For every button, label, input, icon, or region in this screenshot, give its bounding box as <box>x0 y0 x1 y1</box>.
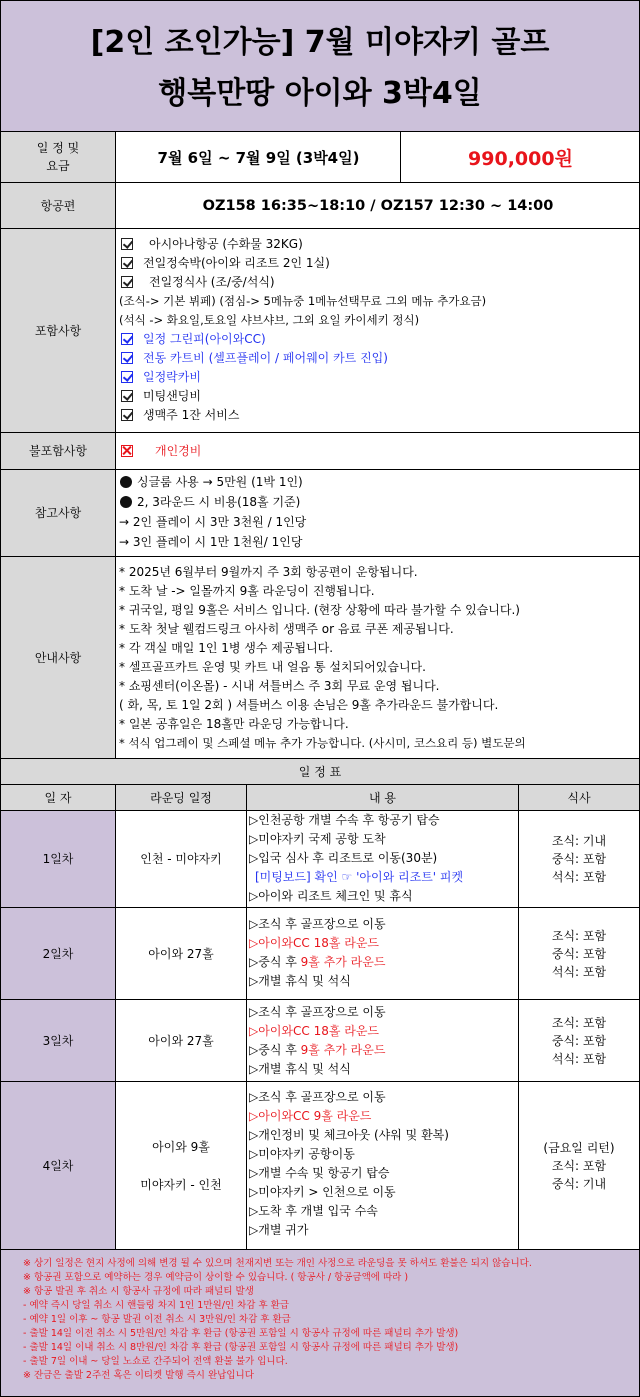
schedule-price-row <box>1 132 639 183</box>
flight-row <box>1 183 639 229</box>
guide-item: * 쇼핑센터(이온몰) - 시내 셔틀버스 주 3회 무료 운영 됩니다. <box>119 679 440 693</box>
included-item: (석식 -> 화요일,토요일 샤브샤브, 그외 요일 카이세키 정식) <box>119 313 420 327</box>
guide-item: ( 화, 목, 토 1일 2회 ) 셔틀버스 이용 손님은 9홀 추가라운드 불가합니다. <box>119 698 499 712</box>
day-label: 3일차 <box>1 1000 116 1081</box>
day-meals: (금요일 리턴) 조식: 포함 중식: 기내 <box>543 1140 615 1191</box>
x-box-icon <box>121 445 133 457</box>
note-line: - 출발 14일 이내 취소 시 8만원/인 차감 후 환급 (항공권 포함일 시 항공사 규정에 따른 패널티 추가 발생) <box>23 1342 459 1353</box>
checkbox-icon <box>121 333 133 345</box>
checkbox-icon <box>121 257 133 269</box>
guide-item: * 셀프골프카트 운영 및 카트 내 얼음 통 설치되어있습니다. <box>119 660 426 674</box>
included-item: 생맥주 1잔 서비스 <box>121 406 639 424</box>
guide-item: * 2025년 6월부터 9월까지 주 3회 항공편이 운항됩니다. <box>119 565 418 579</box>
excluded-label: 불포함사항 <box>1 433 116 469</box>
day-label: 2일차 <box>1 908 116 999</box>
guide-item: * 각 객실 매일 1인 1병 생수 제공됩니다. <box>119 641 334 655</box>
guide-item: * 석식 업그레이 및 스페셜 메뉴 추가 가능합니다. (사시미, 코스요리 등) 별도문의 <box>119 736 526 750</box>
note-line: - 출발 14일 이전 취소 시 5만원/인 차감 후 환급 (항공권 포함일 시 항공사 규정에 따른 패널티 추가 발생) <box>23 1328 459 1339</box>
included-item: 일정 그린피(아이와CC) <box>121 330 639 348</box>
checkbox-icon <box>121 352 133 364</box>
itinerary-day-3 <box>1 1000 639 1082</box>
note-line: ※ 상기 일정은 현지 사정에 의해 변경 될 수 있으며 천재지변 또는 개인 사정으로 라운딩을 못 하셔도 환불은 되지 않습니다. <box>23 1258 532 1269</box>
itinerary-day-2 <box>1 908 639 1000</box>
schedule-price-label: 일 정 및 요금 <box>1 132 116 182</box>
checkbox-icon <box>121 276 133 288</box>
guide-item: * 도착 날 -> 일몰까지 9홀 라운딩이 진행됩니다. <box>119 584 375 598</box>
excluded-row <box>1 433 639 470</box>
note-line: - 예약 1일 이후 ~ 항공 발권 이전 취소 시 3만원/인 차감 후 환급 <box>23 1314 291 1325</box>
bullet-icon <box>120 476 132 488</box>
round-schedule: 인천 - 미야자키 <box>116 811 247 907</box>
reference-item: → 2인 플레이 시 3만 3천원 / 1인당 <box>119 515 307 529</box>
day-content: ▷조식 후 골프장으로 이동 ▷아이와CC 18홀 라운드 ▷중식 후 9홀 추가 라운드 ▷개별 휴식 및 석식 <box>247 1000 519 1081</box>
guide-item: * 도착 첫날 웰컴드링크 아사히 생맥주 or 음료 쿠폰 제공됩니다. <box>119 622 454 636</box>
included-row <box>1 229 639 433</box>
itinerary-title: 일 정 표 <box>1 759 639 785</box>
reference-item: 2, 3라운드 시 비용(18홀 기준) <box>120 493 639 511</box>
included-item: 전일정숙박(아이와 리조트 2인 1실) <box>121 254 639 272</box>
reference-item: → 3인 플레이 시 1만 1천원/ 1인당 <box>119 535 303 549</box>
day-content: ▷인천공항 개별 수속 후 항공기 탑승 ▷미야자키 국제 공항 도착 ▷입국 심사 후 리조트로 이동(30분) [미팅보드] 확인 ☞ '아이와 리조트' 피켓 ▷아이와 리조트 체크인 및 휴식 <box>247 811 519 907</box>
included-label: 포함사항 <box>1 229 116 432</box>
note-line: - 예약 즉시 당일 취소 시 핸들링 차지 1인 1만원/인 차감 후 환급 <box>23 1300 290 1311</box>
header-day: 일 자 <box>1 785 116 810</box>
excluded-item: 개인경비 <box>121 442 639 460</box>
title-banner <box>1 1 639 132</box>
bullet-icon <box>120 496 132 508</box>
day-content: ▷조식 후 골프장으로 이동 ▷아이와CC 9홀 라운드 ▷개인정비 및 체크아웃 (샤워 및 환복) ▷미야자키 공항이동 ▷개별 수속 및 항공기 탑승 ▷미야자키 > 인천으로 이동 ▷도착 후 개별 입국 수속 ▷개별 귀가 <box>247 1082 519 1249</box>
title-line-1: [2인 조인가능] 7월 미야자키 골프 <box>90 25 550 60</box>
header-meals: 식사 <box>567 790 591 805</box>
note-line: - 출발 7일 이내 ~ 당일 노쇼로 간주되어 전액 환불 불가 입니다. <box>23 1356 288 1367</box>
note-line: ※ 잔금은 출발 2주전 혹은 이티켓 발행 즉시 완납입니다 <box>23 1370 254 1381</box>
day-label: 1일차 <box>1 811 116 907</box>
guide-row <box>1 557 639 759</box>
included-item: 미팅샌딩비 <box>121 387 639 405</box>
round-schedule: 아이와 27홀 <box>116 908 247 999</box>
guide-item: * 일본 공휴일은 18홀만 라운딩 가능합니다. <box>119 717 349 731</box>
note-line: ※ 항공권 포함으로 예약하는 경우 예약금이 상이할 수 있습니다. ( 항공사 / 항공금액에 따라 ) <box>23 1272 409 1283</box>
day-label: 4일차 <box>1 1082 116 1249</box>
guide-label: 안내사항 <box>1 557 116 758</box>
title-line-2: 행복만땅 아이와 3박4일 <box>158 76 482 111</box>
day-meals: 조식: 포함 중식: 포함 석식: 포함 <box>551 1015 607 1066</box>
included-item: (조식-> 기본 뷔페) (점심-> 5메뉴중 1메뉴선택무료 그외 메뉴 추가요금) <box>119 294 487 308</box>
day-meals: 조식: 포함 중식: 포함 석식: 포함 <box>551 928 607 979</box>
itinerary-day-1 <box>1 811 639 908</box>
header-content: 내 용 <box>247 785 519 810</box>
tour-price: 990,000원 <box>468 147 573 170</box>
included-item: 아시아나항공 (수화물 32KG) <box>121 235 639 253</box>
header-round: 라운딩 일정 <box>116 785 247 810</box>
notes-section <box>1 1250 639 1396</box>
note-line: ※ 항공 발권 후 취소 시 항공사 규정에 따라 패널티 발생 <box>23 1286 254 1297</box>
included-item: 전일정식사 (조/중/석식) <box>121 273 639 291</box>
itinerary-day-4 <box>1 1082 639 1250</box>
day-meals: 조식: 기내 중식: 포함 석식: 포함 <box>551 834 607 884</box>
guide-item: * 귀국일, 평일 9홀은 서비스 입니다. (현장 상황에 따라 불가할 수 있습니다.) <box>119 603 520 617</box>
checkbox-icon <box>121 390 133 402</box>
checkbox-icon <box>121 238 133 250</box>
flight-label: 항공편 <box>1 183 116 228</box>
flight-info: OZ158 16:35~18:10 / OZ157 12:30 ~ 14:00 <box>202 197 554 214</box>
included-item: 일정락카비 <box>121 368 639 386</box>
round-schedule: 아이와 27홀 <box>116 1000 247 1081</box>
reference-item: 싱글룸 사용 → 5만원 (1박 1인) <box>120 473 639 491</box>
reference-label: 참고사항 <box>1 470 116 556</box>
checkbox-icon <box>121 409 133 421</box>
travel-dates: 7월 6일 ~ 7월 9일 (3박4일) <box>117 132 401 182</box>
checkbox-icon <box>121 371 133 383</box>
round-schedule: 아이와 9홀 미야자키 - 인천 <box>116 1082 247 1249</box>
reference-row <box>1 470 639 557</box>
included-item: 전동 카트비 (셀프플레이 / 페어웨이 카트 진입) <box>121 349 639 367</box>
day-content: ▷조식 후 골프장으로 이동 ▷아이와CC 18홀 라운드 ▷중식 후 9홀 추가 라운드 ▷개별 휴식 및 석식 <box>247 908 519 999</box>
itinerary-header <box>1 785 639 811</box>
